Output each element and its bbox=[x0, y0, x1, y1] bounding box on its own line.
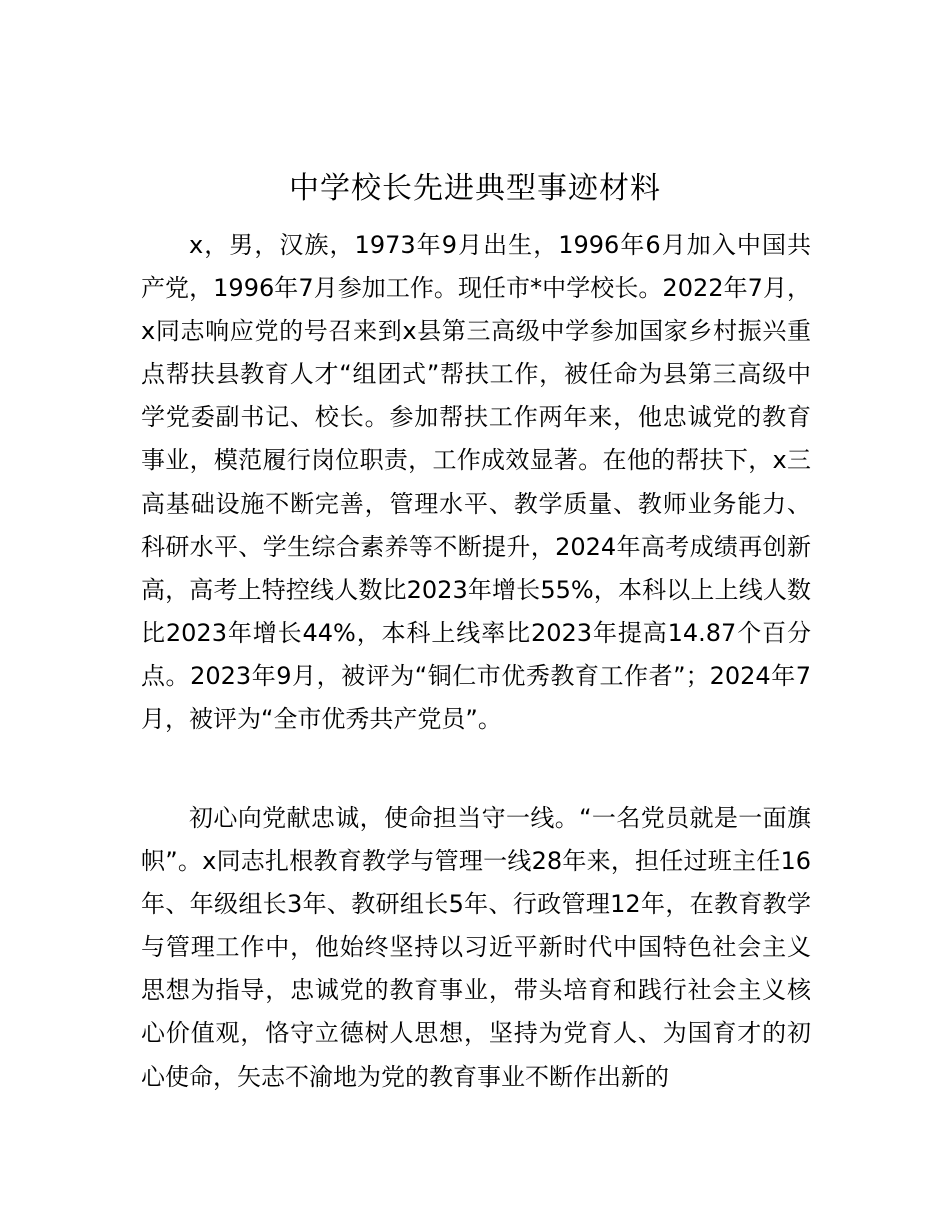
paragraph-loyalty: 初心向党献忠诚，使命担当守一线。“一名党员就是一面旗帜”。x同志扎根教育教学与管理一线28年来，担任过班主任16年、年级组长3年、教研组长5年、行政管理12年，在教育教学与管理工作中，他始终坚持以习近平新时代中国特色社会主义思想为指导，忠诚党的教育事业，带头培育和践行社会主义核心价值观，恪守立德树人思想，坚持为党育人、为国育才的初心使命，矢志不渝地为党的教育事业不断作出新的 bbox=[141, 804, 811, 1091]
document-title: 中学校长先进典型事迹材料 bbox=[289, 171, 661, 206]
paragraph-intro: x，男，汉族，1973年9月出生，1996年6月加入中国共产党，1996年7月参加工作。现任市*中学校长。2022年7月，x同志响应党的号召来到x县第三高级中学参加国家乡村振兴重点帮扶县教育人才“组团式”帮扶工作，被任命为县第三高级中学党委副书记、校长。参加帮扶工作两年来，他忠诚党的教育事业，模范履行岗位职责，工作成效显著。在他的帮扶下，x三高基础设施不断完善，管理水平、教学质量、教师业务能力、科研水平、学生综合素养等不断提升，2024年高考成绩再创新高，高考上特控线人数比2023年增长55%，本科以上上线人数比2023年增长44%，本科上线率比2023年提高14.87个百分点。2023年9月，被评为“铜仁市优秀教育工作者”；2024年7月，被评为“全市优秀共产党员”。 bbox=[141, 231, 811, 734]
